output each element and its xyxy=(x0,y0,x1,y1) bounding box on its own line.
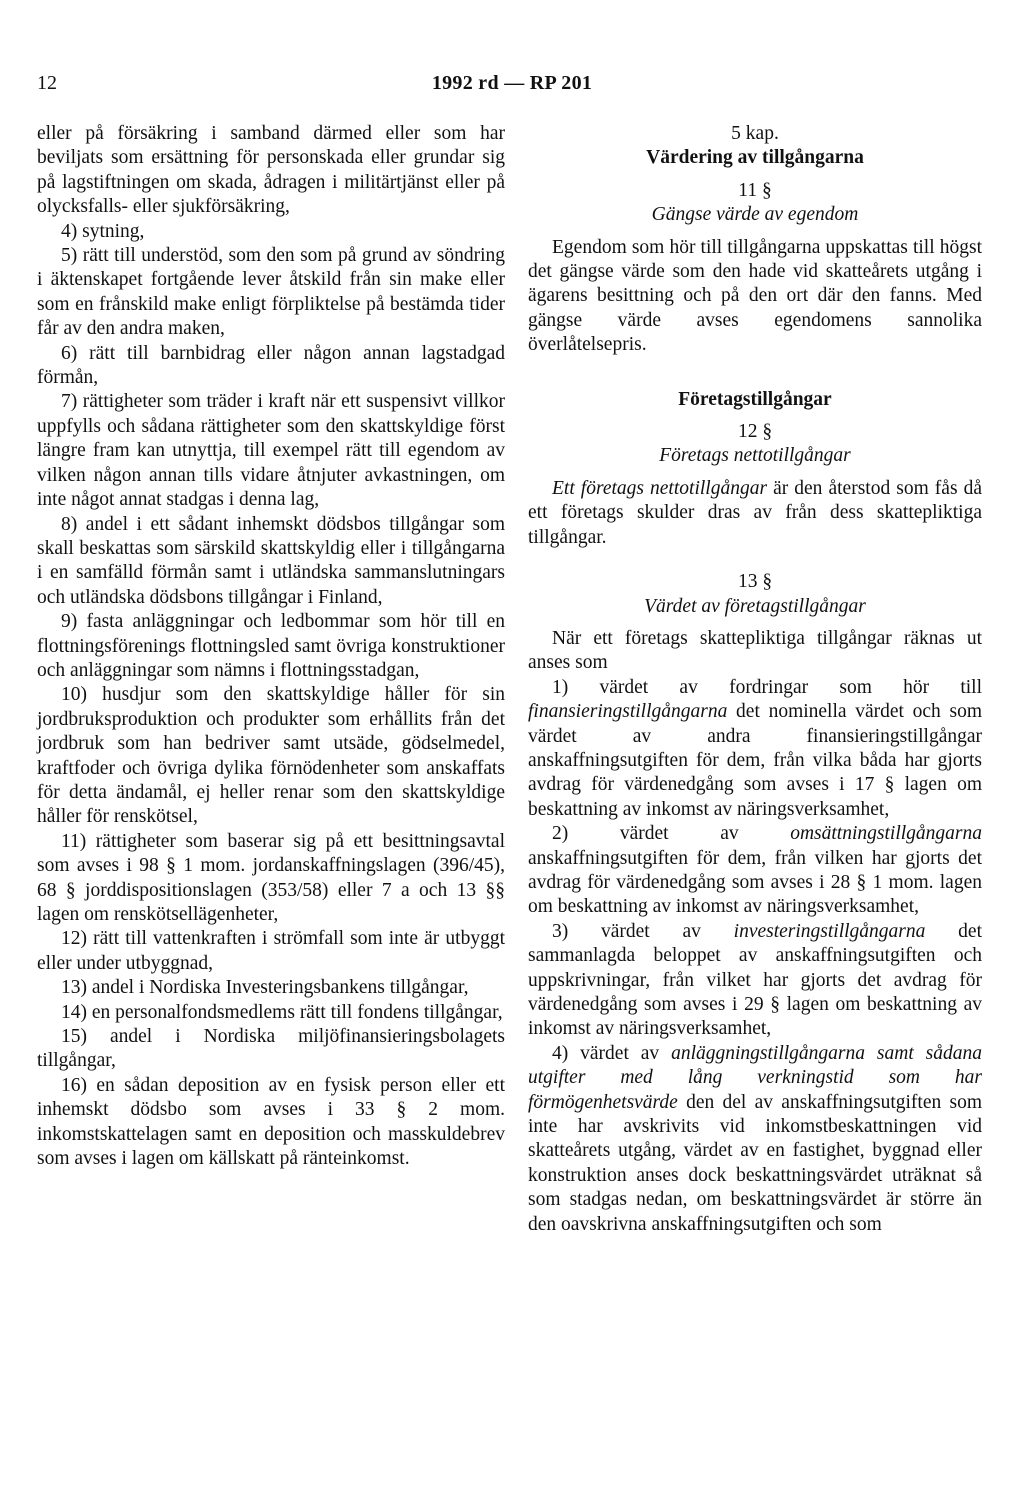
emphasis: Ett företags nettotillgångar xyxy=(552,477,768,499)
section-number-13: 13 § xyxy=(737,571,773,593)
list-item-4-right xyxy=(528,1042,982,1237)
list-item-12: 12) rätt till vattenkraften i strömfall som inte är utbyggt eller under utbyggnad, xyxy=(37,928,505,974)
section-title-12: Företags nettotillgångar xyxy=(659,445,851,467)
emphasis: anläggningstillgångarna samt sådana utgifter med lång verkningstid som har förmögenhetsvärde xyxy=(528,1042,982,1113)
emphasis: investeringstillgångarna xyxy=(733,920,926,942)
section-text-11: Egendom som hör till tillgångarna uppskattas till högst det gängse värde som den hade vid skatteårets utgång i ägarens besittning och på den ort där den fanns. Med gängse värde avses egendomens sannolika överlåtelsepris. xyxy=(528,236,982,356)
text-run: det nominella värdet och som värdet av andra finansieringstillgångar anskaffningsutgiften för dem, från vilka båda har gjorts avdrag för värdenedgång som avses i 17 § lagen om beskattning av inkomst av näringsverksamhet, xyxy=(528,701,982,820)
text-run: anskaffningsutgiften för dem, från vilken har gjorts det avdrag för värdenedgång som avses i 28 § 1 mom. lagen om beskattning av inkomst av näringsverksamhet, xyxy=(528,847,982,918)
list-item-7: 7) rättigheter som träder i kraft när ett suspensivt villkor uppfylls och sådana rättigheter som den skattskyldige först längre fram kan utnyttja, till exempel rätt till egendom av vilken någon annan tills vidare åtnjuter avkastningen, om inte något annat stadgas i denna lag, xyxy=(37,391,505,511)
list-item-5: 5) rätt till understöd, som den som på grund av söndring i äktenskapet fortgående lever åtskild från sin make eller som en frånskild make enligt förpliktelse på bestämda tider får av den andra maken, xyxy=(37,245,505,340)
list-item-13: 13) andel i Nordiska Investeringsbankens tillgångar, xyxy=(61,977,469,999)
text-run: 1) värdet av fordringar som hör till xyxy=(552,676,982,698)
list-item-11: 11) rättigheter som baserar sig på ett besittningsavtal som avses i 98 § 1 mom. jordanskaffningslagen (396/45), 68 § jorddispositionslagen (353/58) eller 7 a och 13 §§ lagen om renskötsellägenheter, xyxy=(37,830,505,925)
list-item-3 xyxy=(528,920,982,1042)
section-title-11: Gängse värde av egendom xyxy=(651,204,859,226)
list-item-9: 9) fasta anläggningar och ledbommar som hör till en flottningsförenings flottningsled samt övriga konstruktioner och anläggningar som nämns i flottningsstadgan, xyxy=(37,611,505,681)
text-run: 2) värdet av xyxy=(552,823,791,845)
running-head: 1992 rd — RP 201 xyxy=(431,72,593,94)
right-column xyxy=(528,122,982,1237)
section-intro-13: När ett företags skattepliktiga tillgångar räknas ut anses som xyxy=(528,627,982,674)
section-number-12: 12 § xyxy=(737,421,773,443)
chapter-number: 5 kap. xyxy=(731,123,779,144)
text-run: är den återstod som fås då ett företags skulder dras av från dess skattepliktiga tillgångar. xyxy=(528,477,982,548)
list-item-4: 4) sytning, xyxy=(61,220,145,242)
left-column xyxy=(37,122,505,1171)
section-text-12 xyxy=(528,477,982,550)
text-run: den del av anskaffningsutgiften som inte har avskrivits vid inkomstbeskattningen vid skatteårets utgång, värdet av en fastighet, byggnad eller konstruktion anses dock beskattningsvärdet uträknat så som stadgas nedan, om beskattningsvärdet är större än den oavskrivna anskaffningsutgiften och som xyxy=(528,1091,982,1235)
subheading: Företagstillgångar xyxy=(678,388,832,410)
page-number: 12 xyxy=(37,72,57,94)
list-item-6: 6) rätt till barnbidrag eller någon annan lagstadgad förmån, xyxy=(37,342,505,389)
chapter-title: Värdering av tillgångarna xyxy=(646,147,864,169)
text-run: 4) värdet av xyxy=(552,1042,672,1064)
section-title-13: Värdet av företagstillgångar xyxy=(644,595,866,617)
emphasis: omsättningstillgångarna xyxy=(790,823,982,845)
list-item-16: 16) en sådan deposition av en fysisk person eller ett inhemskt dödsbo som avses i 33 § 2 mom. inkomstskattelagen samt en deposition och masskuldebrev som avses i lagen om källskatt på ränteinkomst. xyxy=(37,1074,505,1170)
text-run: 3) värdet av xyxy=(552,920,734,942)
list-item-2 xyxy=(528,822,982,920)
paragraph-continuation: eller på försäkring i samband därmed eller som har beviljats som ersättning för personskada eller grundar sig på lagstiftningen om skada, ådragen i militärtjänst eller på olycksfalls- eller sjukförsäkring, xyxy=(37,123,505,218)
page-header xyxy=(37,72,987,102)
list-item-10: 10) husdjur som den skattskyldige håller för sin jordbruksproduktion och produkter som erhållits från det jordbruk som han bedriver samt utsäde, gödselmedel, kraftfoder och övriga dylika förnödenheter som anskaffats för detta ändamål, ej heller renar som den skattskyldige håller för renskötsel, xyxy=(37,684,505,828)
list-item-15: 15) andel i Nordiska miljöfinansieringsbolagets tillgångar, xyxy=(37,1026,505,1072)
section-number-11: 11 § xyxy=(738,179,772,201)
list-item-8: 8) andel i ett sådant inhemskt dödsbos tillgångar som skall beskattas som särskild skattskyldig eller i tillgångarna i en samfälld förmån samt i utländska sammanslutningars och utländska dödsbons tillgångar i Finland, xyxy=(37,513,505,608)
list-item-1 xyxy=(528,676,982,822)
emphasis: finansieringstillgångarna xyxy=(528,701,728,723)
text-run: det sammanlagda beloppet av anskaffningsutgiften och uppskrivningar, från vilket har gjorts det avdrag för värdenedgång som avses i 29 § lagen om beskattning av inkomst av näringsverksamhet, xyxy=(528,920,982,1040)
list-item-14: 14) en personalfondsmedlems rätt till fondens tillgångar, xyxy=(61,1001,503,1023)
